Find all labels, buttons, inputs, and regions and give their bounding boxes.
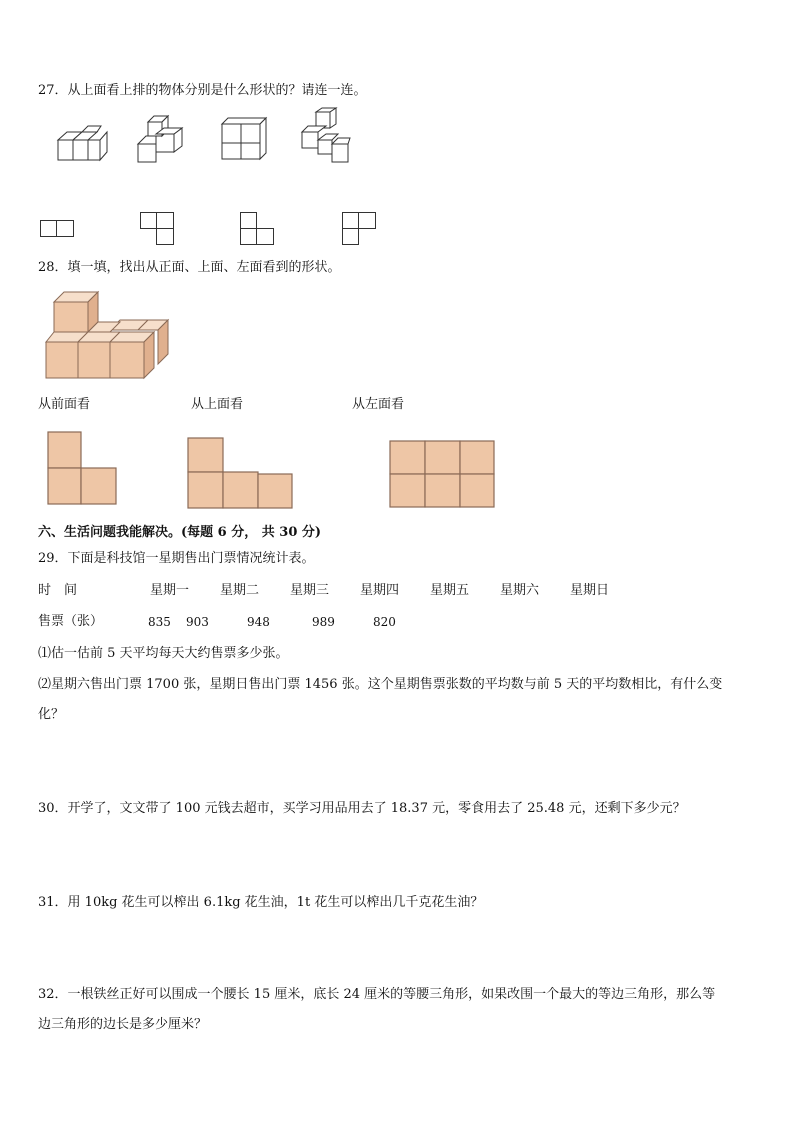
q29-table-day: 星期三 [290,583,330,598]
q29-sub-question-2-line-1: ⑵星期六售出门票 1700 张，星期日售出门票 1456 张。这个星期售票张数的平均数与前 5 天的平均数相比，有什么变 [38,677,723,692]
q29-text: 29．下面是科技馆一星期售出门票情况统计表。 [38,551,315,566]
q28-view-label-left: 从左面看 [352,397,405,412]
q29-sub-question-2-line-2: 化？ [38,707,65,722]
q27-view-shape-2 [140,212,176,248]
q27-text: 27．从上面看上排的物体分别是什么形状的？请连一连。 [38,83,367,98]
q29-table-day: 星期一 [150,583,190,598]
q27-cube-figure-4 [300,108,355,164]
q27-view-shape-3 [240,212,276,248]
q28-view-label-top: 从上面看 [191,397,244,412]
q29-sub-question-1: ⑴估一估前 5 天平均每天大约售票多少张。 [38,646,289,661]
q30-text: 30．开学了，文文带了 100 元钱去超市，买学习用品用去了 18.37 元，零食用去了 25.48 元，还剩下多少元？ [38,801,686,816]
q29-table-value: 903 [186,615,209,629]
q32-text-line-2: 边三角形的边长是多少厘米？ [38,1017,208,1032]
q29-table-value: 989 [312,615,335,629]
q27-view-shape-4 [342,212,378,248]
q28-cube-figure [44,290,174,382]
q31-text: 31．用 10kg 花生可以榨出 6.1kg 花生油，1t 花生可以榨出几千克花生油？ [38,895,484,910]
q29-table-value: 835 [148,615,171,629]
q27-cube-figure-3 [220,116,270,162]
q29-table-day: 星期二 [220,583,260,598]
q29-table-value-header: 售票（张） [38,614,104,629]
q28-view-label-front: 从前面看 [38,397,91,412]
q29-table-value: 948 [247,615,270,629]
q29-table-day: 星期六 [500,583,540,598]
q28-text: 28．填一填，找出从正面、上面、左面看到的形状。 [38,260,341,275]
q29-table-day: 星期五 [430,583,470,598]
q27-cube-figure-1 [55,122,110,164]
q28-left-view-shape [388,439,498,511]
q28-top-view-shape [186,436,296,512]
q29-table-row-header: 时 间 [38,583,78,598]
q32-text-line-1: 32．一根铁丝正好可以围成一个腰长 15 厘米，底长 24 厘米的等腰三角形，如果改围一个最大的等边三角形，那么等 [38,987,716,1002]
q27-view-shape-1 [40,220,76,240]
q29-table-day: 星期日 [570,583,610,598]
q27-cube-figure-2 [136,114,191,166]
q29-table-value: 820 [373,615,396,629]
q28-front-view-shape [46,430,120,508]
q29-table-day: 星期四 [360,583,400,598]
section-6-heading: 六、生活问题我能解决。(每题 6 分， 共 30 分) [38,525,322,540]
